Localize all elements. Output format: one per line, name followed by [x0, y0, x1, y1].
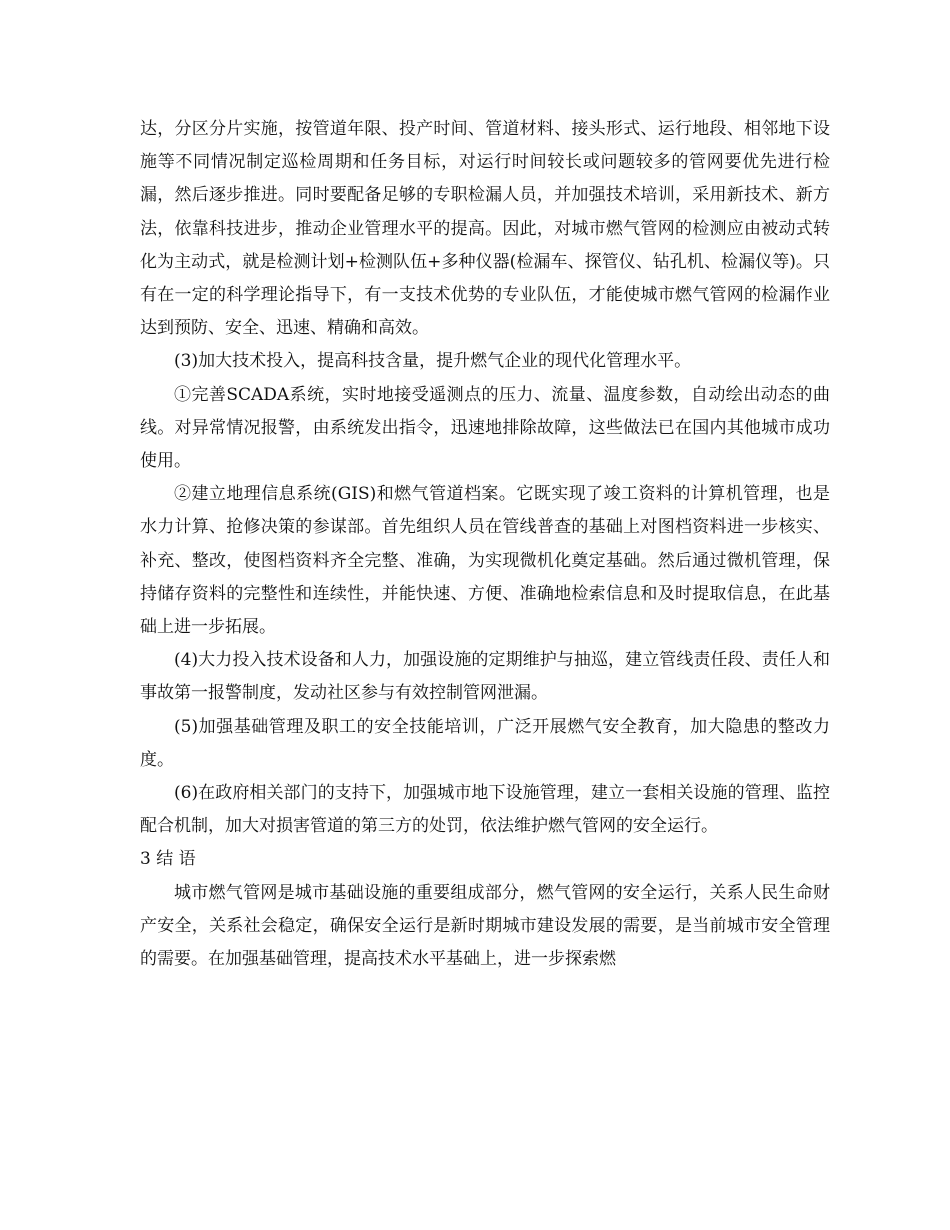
paragraph-conclusion: 城市燃气管网是城市基础设施的重要组成部分，燃气管网的安全运行，关系人民生命财产安全，关系社会稳定，确保安全运行是新时期城市建设发展的需要，是当前城市安全管理的需要。在加强基础管理，提高技术水平基础上，进一步探索燃 [140, 882, 830, 970]
paragraph-item-3: (3)加大技术投入，提高科技含量，提升燃气企业的现代化管理水平。 [174, 351, 692, 372]
section-heading-conclusion: 3 结 语 [140, 849, 196, 870]
paragraph-item-5: (5)加强基础管理及职工的安全技能培训，广泛开展燃气安全教育，加大隐患的整改力度。 [140, 716, 830, 770]
paragraph-scada: ①完善SCADA系统，实时地接受遥测点的压力、流量、温度参数，自动绘出动态的曲线。对异常情况报警，由系统发出指令，迅速地排除故障，这些做法已在国内其他城市成功使用。 [140, 384, 830, 472]
paragraph-item-6: (6)在政府相关部门的支持下，加强城市地下设施管理，建立一套相关设施的管理、监控配合机制，加大对损害管道的第三方的处罚，依法维护燃气管网的安全运行。 [140, 783, 830, 837]
paragraph-item-4: (4)大力投入技术设备和人力，加强设施的定期维护与抽巡，建立管线责任段、责任人和事故第一报警制度，发动社区参与有效控制管网泄漏。 [140, 650, 830, 704]
body-text [140, 113, 830, 976]
paragraph-gis: ②建立地理信息系统(GIS)和燃气管道档案。它既实现了竣工资料的计算机管理，也是水力计算、抢修决策的参谋部。首先组织人员在管线普查的基础上对图档资料进一步核实、补充、整改，使图档资料齐全完整、准确，为实现微机化奠定基础。然后通过微机管理，保持储存资料的完整性和连续性，并能快速、方便、准确地检索信息和及时提取信息，在此基础上进一步拓展。 [140, 484, 830, 638]
paragraph-leak-detection: 达，分区分片实施，按管道年限、投产时间、管道材料、接头形式、运行地段、相邻地下设施等不同情况制定巡检周期和任务目标，对运行时间较长或问题较多的管网要优先进行检漏，然后逐步推进。同时要配备足够的专职检漏人员，并加强技术培训，采用新技术、新方法，依靠科技进步，推动企业管理水平的提高。因此，对城市燃气管网的检测应由被动式转化为主动式，就是检测计划+检测队伍+多种仪器(检漏车、探管仪、钻孔机、检漏仪等)。只有在一定的科学理论指导下，有一支技术优势的专业队伍，才能使城市燃气管网的检漏作业达到预防、安全、迅速、精确和高效。 [140, 119, 830, 339]
